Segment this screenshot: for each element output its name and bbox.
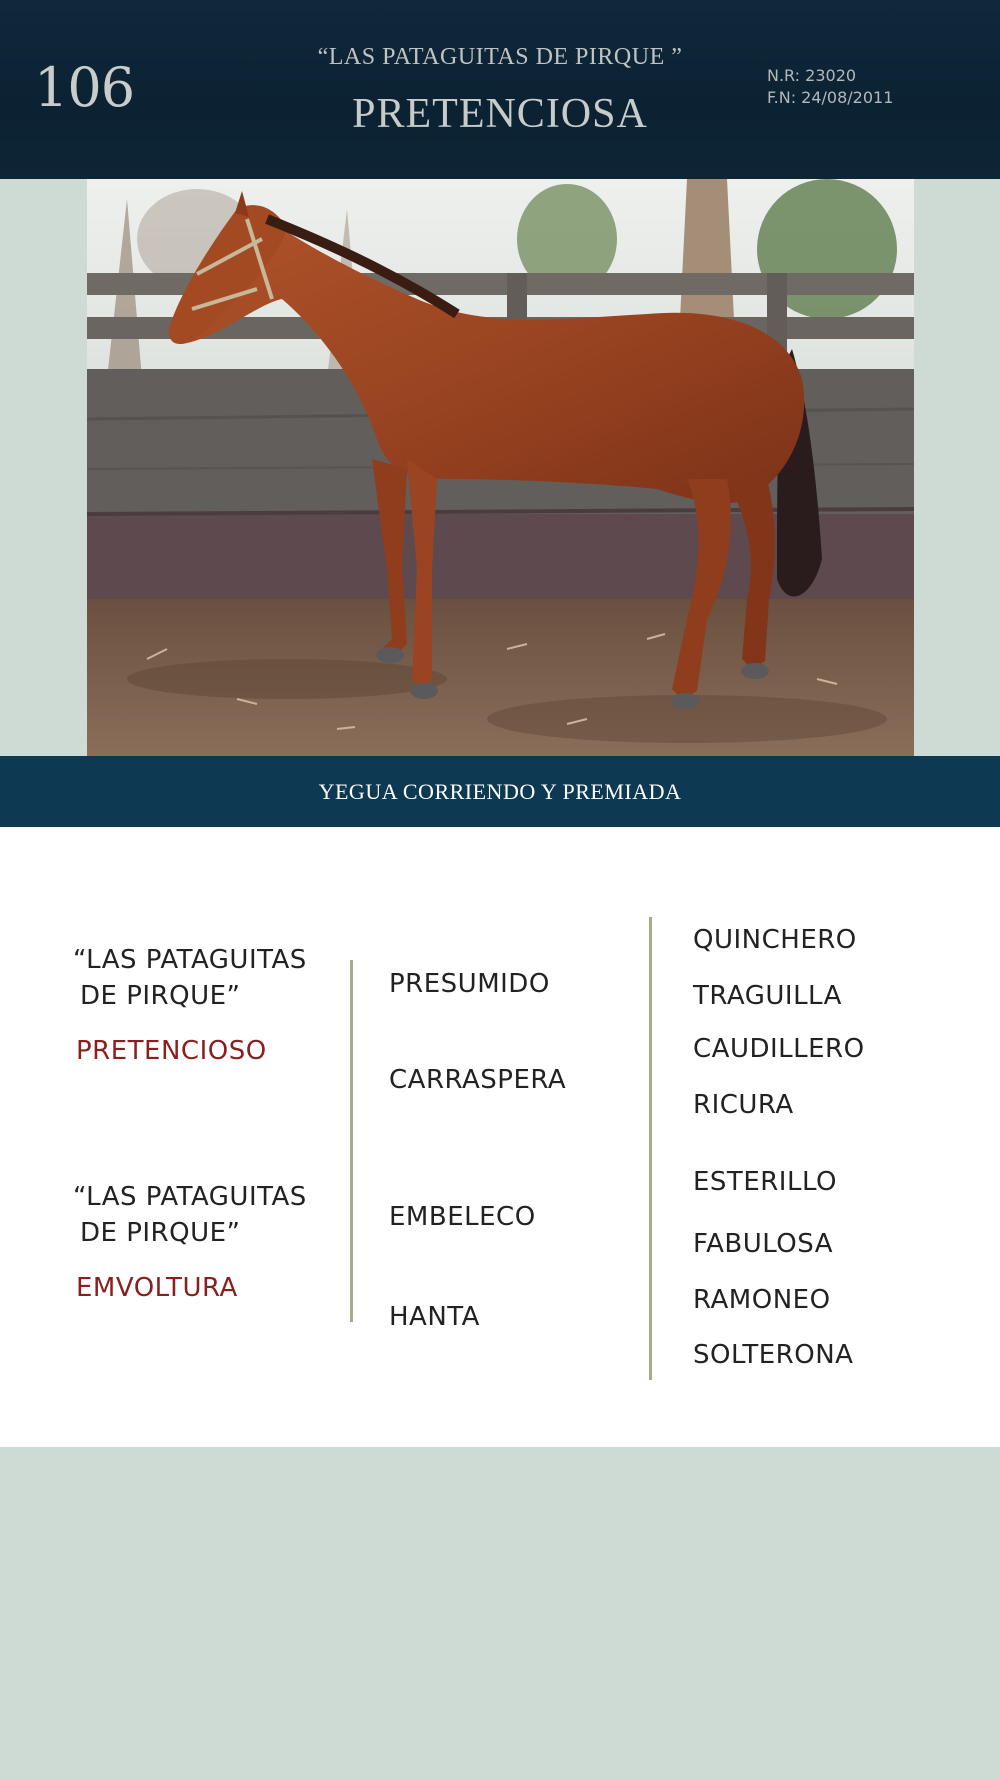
sire-dam: CARRASPERA [389,1065,567,1095]
sire-breeder-line2: DE PIRQUE” [80,981,241,1011]
sire-dam-sire: CAUDILLERO [693,1034,865,1064]
dam-breeder-line1: “LAS PATAGUITAS [73,1182,307,1212]
registry-number: N.R: 23020 [767,66,857,85]
registry-info [767,65,893,109]
caption-text: YEGUA CORRIENDO Y PREMIADA [318,778,682,804]
pedigree-table [0,827,1000,1447]
dam-name: EMVOLTURA [76,1273,238,1303]
breeder-name: “LAS PATAGUITAS DE PIRQUE ” [317,44,683,70]
sire-name: PRETENCIOSO [76,1036,267,1066]
dam-sire: EMBELECO [389,1202,536,1232]
birth-date: F.N: 24/08/2011 [767,88,894,107]
dam-sire-dam: FABULOSA [693,1229,834,1259]
sire-sire: PRESUMIDO [389,969,550,999]
sire-dam-dam: RICURA [693,1090,794,1120]
dam-breeder-line2: DE PIRQUE” [80,1218,241,1248]
dam-dam-dam: SOLTERONA [693,1340,854,1370]
pedigree-divider-1 [350,960,353,1322]
pedigree-divider-2 [649,917,652,1380]
dam-sire-sire: ESTERILLO [693,1167,837,1197]
lot-number: 106 [34,56,135,119]
dam-dam-sire: RAMONEO [693,1285,831,1315]
header-banner [0,0,1000,179]
sire-sire-sire: QUINCHERO [693,925,857,955]
sire-sire-dam: TRAGUILLA [693,981,842,1011]
caption-band [0,756,1000,827]
horse-name: PRETENCIOSA [352,91,648,137]
sire-breeder-line1: “LAS PATAGUITAS [73,945,307,975]
dam-dam: HANTA [389,1302,480,1332]
horse-photo [87,179,914,756]
